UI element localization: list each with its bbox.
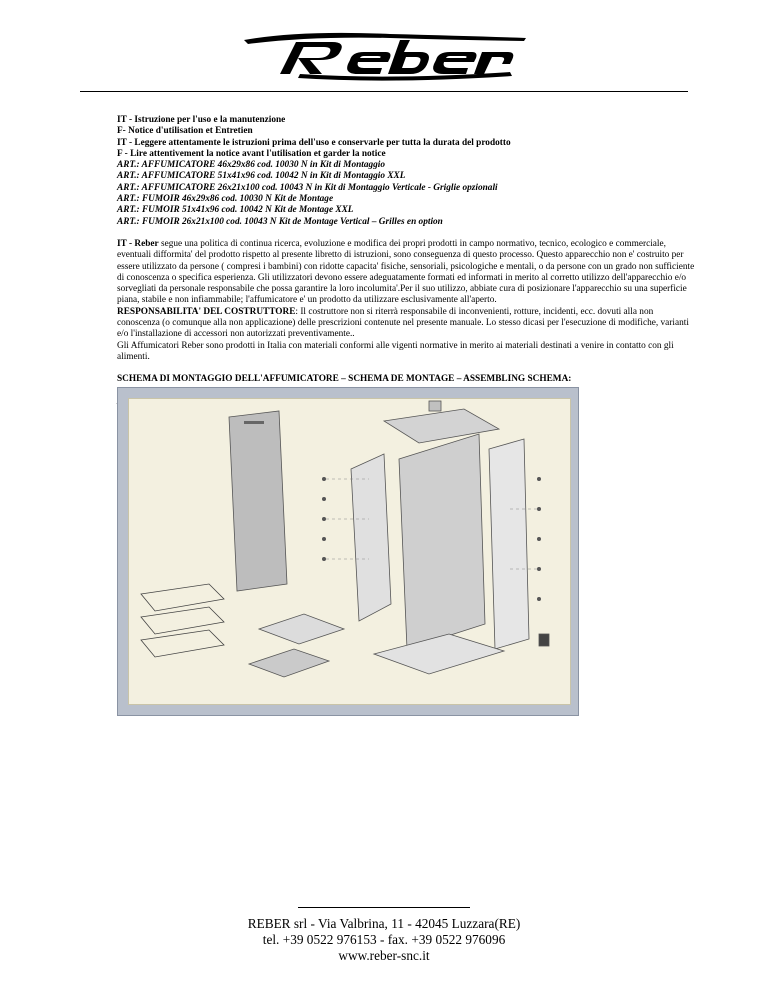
grill-grate: [141, 607, 224, 634]
document-body: [117, 115, 697, 408]
intro-lead: IT - Reber: [117, 238, 159, 249]
article-line: ART.: AFFUMICATORE 51x41x96 cod. 10042 N in Kit di Montaggio XXL: [117, 171, 406, 182]
header-rule: [80, 91, 688, 92]
back-panel: [399, 434, 485, 649]
footer-rule: [298, 907, 470, 908]
article-line: ART.: FUMOIR 46x29x86 cod. 10030 N Kit de Montage: [117, 194, 334, 205]
assembly-diagram: [117, 387, 579, 716]
responsibility-paragraph: [117, 307, 697, 341]
footer: [0, 916, 768, 964]
title-line: F - Lire attentivement la notice avant l'utilisation et garder la notice: [117, 148, 386, 159]
chimney: [429, 401, 441, 411]
title-line: IT - Istruzione per l'uso e la manutenzione: [117, 115, 286, 125]
wood-drawer: [249, 649, 329, 677]
article-line: ART.: AFFUMICATORE 46x29x86 cod. 10030 N in Kit di Montaggio: [117, 160, 386, 171]
article-line: ART.: FUMOIR 51x41x96 cod. 10042 N Kit de Montage XXL: [117, 205, 354, 216]
footer-address: REBER srl - Via Valbrina, 11 - 42045 Luzzara(RE): [247, 916, 521, 931]
article-line: ART.: AFFUMICATORE 26x21x100 cod. 10043 N in Kit di Montaggio Verticale - Griglie opzionali: [117, 182, 498, 193]
title-line: IT - Leggere attentamente le istruzioni prima dell'uso e conservarle per tutta la durata del prodotto: [117, 137, 511, 148]
intro-paragraph: [117, 239, 697, 307]
schema-title: SCHEMA DI MONTAGGIO DELL'AFFUMICATORE – SCHEMA DE MONTAGE – ASSEMBLING SCHEMA:: [117, 374, 572, 385]
title-line: F- Notice d'utilisation et Entretien: [117, 126, 253, 137]
knob: [539, 634, 549, 646]
side-panel-right: [489, 439, 529, 649]
grill-grate: [141, 584, 224, 611]
reber-logo: [240, 30, 530, 82]
responsibility-lead: RESPONSABILITA' DEL COSTRUTTORE: [117, 306, 296, 317]
grill-grate: [141, 630, 224, 657]
article-line: ART.: FUMOIR 26x21x100 cod. 10043 N Kit de Montage Vertical – Grilles en option: [117, 216, 443, 227]
footer-phone: tel. +39 0522 976153 - fax. +39 0522 976096: [262, 932, 506, 947]
intro-text: segue una politica di continua ricerca, evoluzione e modifica dei propri prodotti in campo normativo, tecnico, ecologico e commerciale, eventuali difformita' del prodotto rispetto al presente libretto di istruzioni, sono conseguenza di questo processo. Questo apparecchio non e' costruito per essere utilizzato da persone ( compresi i bambini) con ridotte capacita' fisiche, sensoriali, psicologiche e mentali, o da persone con un grado non sufficiente di conoscenza o specifica esperienza. Gli utilizzatori devono essere adeguatamente formati ed informati in merito al corretto utilizzo dell'apparecchio e/o sorvegliati da personale responsabile che possa garantire la loro incolumita'.Per il suo utilizzo, abbiate cura di posizionare l'apparecchio su una superficie piana, stabile e non infiammabile; l'affumicatore e' un prodotto da utilizzare esclusivamente all'aperto.: [117, 238, 695, 306]
drip-shield: [259, 614, 344, 644]
top-lid: [384, 409, 499, 443]
responsibility-text: : Il costruttore non si riterrà responsabile di inconvenienti, rotture, incidenti, ecc. dovuti alla non conoscenza (o comunque alla non applicazione) delle prescrizioni contenute nel presente manuale. Lo stesso dicasi per l'esecuzione di modifiche, varianti e/o l'installazione di accessori non autorizzati preventivamente..: [117, 306, 689, 340]
door-panel: [229, 411, 287, 591]
footer-website: www.reber-snc.it: [338, 948, 430, 963]
door-label: [244, 421, 264, 424]
exploded-view-drawing: [129, 399, 570, 704]
bottom-tray: [374, 634, 504, 674]
materials-paragraph: Gli Affumicatori Reber sono prodotti in Italia con materiali conformi alle vigenti normative in merito ai materiali destinati a venire in contatto con gli alimenti.: [117, 340, 674, 362]
